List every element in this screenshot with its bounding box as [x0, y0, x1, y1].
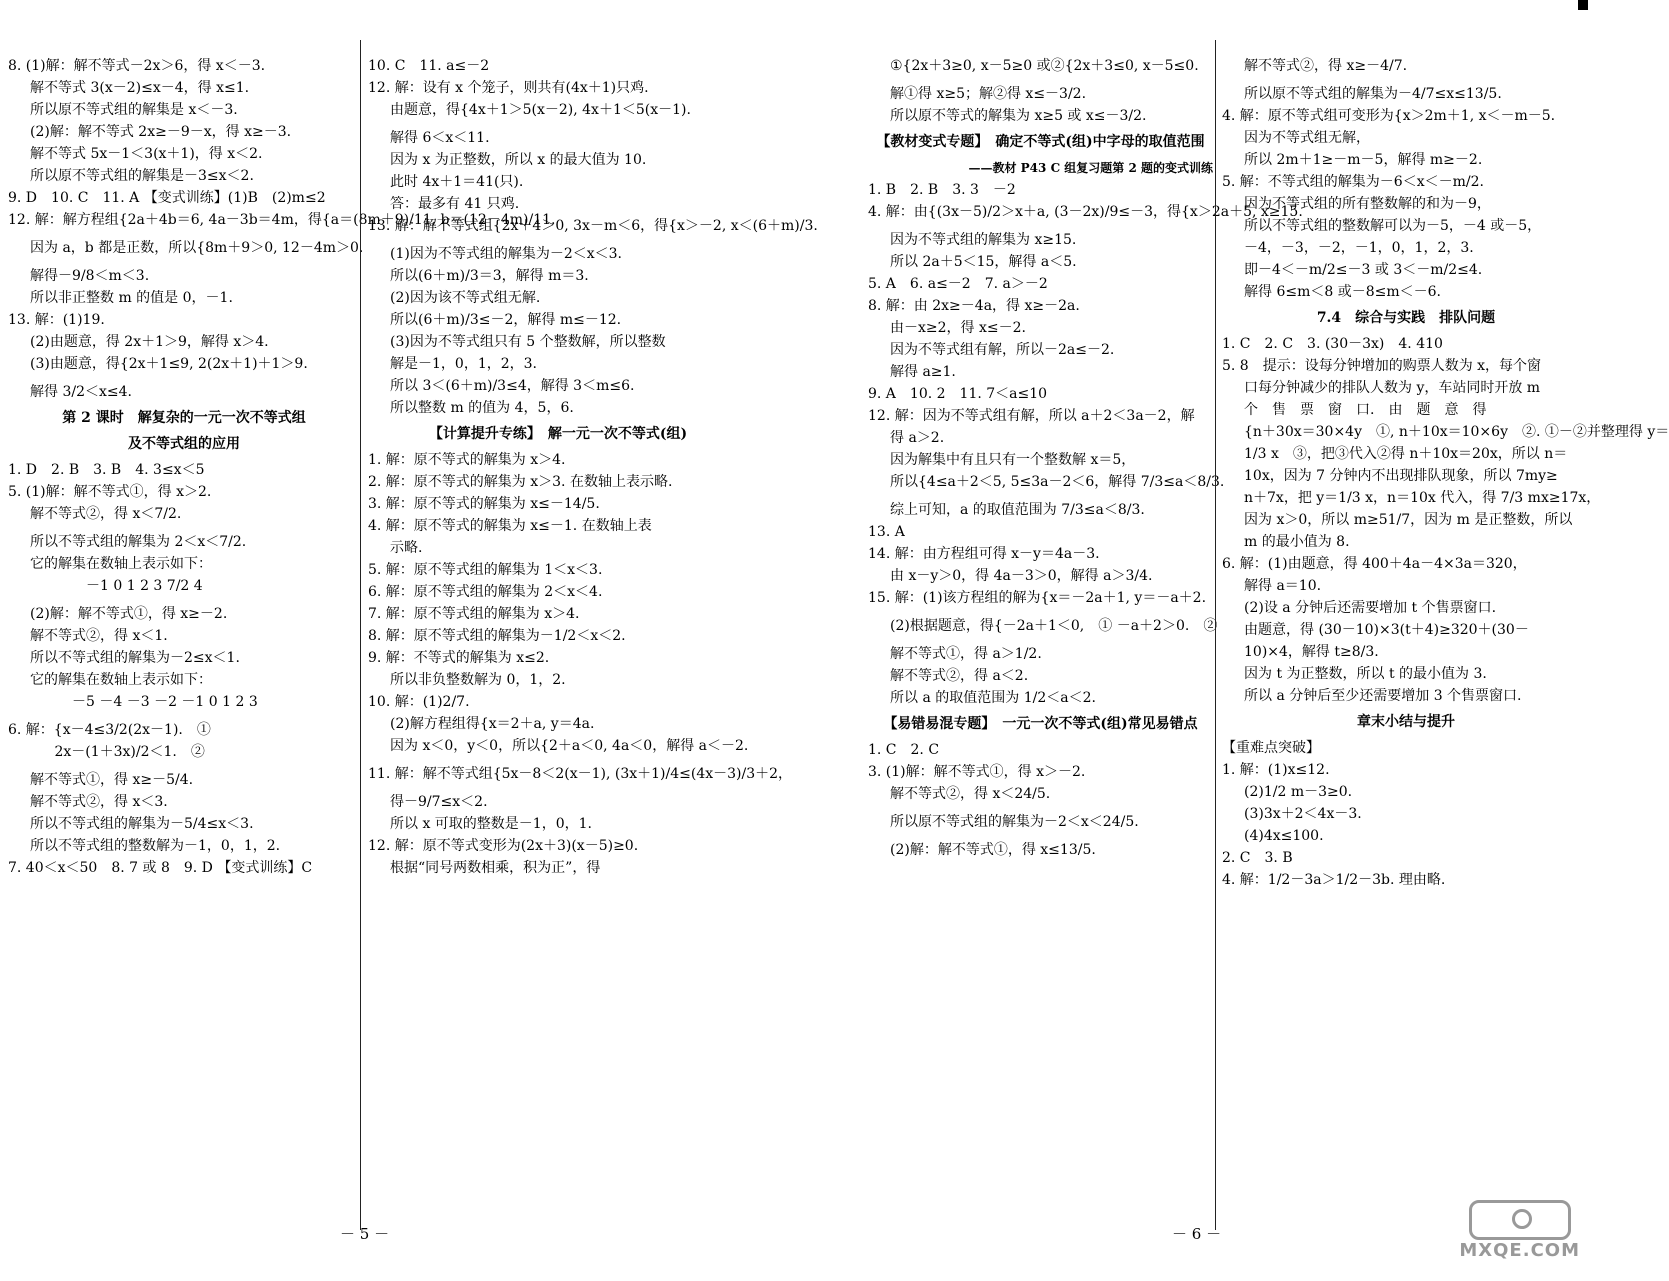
- text-line: (2)因为该不等式组无解.: [390, 290, 541, 306]
- text-line: 即－4＜－m/2≤－3 或 3＜－m/2≤4.: [1244, 262, 1483, 278]
- text-line: 解不等式②，得 x＜24/5.: [890, 786, 1051, 802]
- text-line: 所以非正整数 m 的值是 0，－1.: [30, 290, 233, 306]
- text-line: 13. 解：(1)19.: [8, 312, 105, 328]
- text-line: 4. 解：由{(3x－5)/2＞x＋a, (3－2x)/9≤－3，得{x＞2a＋5, x≥15.: [868, 204, 1303, 220]
- text-line: ①{2x＋3≥0, x－5≥0 或②{2x＋3≤0, x－5≤0.: [890, 58, 1199, 74]
- text-line: 12. 解：因为不等式组有解，所以 a＋2＜3a－2，解: [868, 408, 1195, 424]
- text-line: n＋7x，把 y＝1/3 x，n＝10x 代入，得 7/3 mx≥17x，: [1244, 490, 1601, 506]
- text-line: 因为不等式组的解集为 x≥15.: [890, 232, 1077, 248]
- text-line: 14. 解：由方程组可得 x－y＝4a－3.: [868, 546, 1100, 562]
- text-line: 1. B 2. B 3. 3 －2: [868, 182, 1016, 198]
- text-line: 所以非负整数解为 0，1，2.: [390, 672, 566, 688]
- text-line: 因为不等式组的所有整数解的和为－9，: [1244, 196, 1491, 212]
- watermark-logo: [1469, 1200, 1571, 1240]
- corner-mark: [1578, 0, 1588, 10]
- text-line: 第 2 课时 解复杂的一元一次不等式组: [62, 410, 306, 426]
- text-line: {n＋30x＝30×4y ①, n＋10x＝10×6y ②. ①－②并整理得 y＝: [1244, 424, 1669, 440]
- text-line: 13. 解：解不等式组{2x＋4＞0, 3x－m＜6，得{x＞－2, x＜(6＋m)/3.: [368, 218, 818, 234]
- text-line: 5. (1)解：解不等式①，得 x＞2.: [8, 484, 212, 500]
- text-line: 答：最多有 41 只鸡.: [390, 196, 520, 212]
- text-line: 解不等式②，得 x＜7/2.: [30, 506, 182, 522]
- right-page-column-2: [1222, 55, 1669, 891]
- text-line: 8. 解：由 2x≥－4a，得 x≥－2a.: [868, 298, 1080, 314]
- text-line: (2)解：解不等式①，得 x≤13/5.: [890, 842, 1096, 858]
- text-line: 1. C 2. C 3. (30－3x) 4. 410: [1222, 336, 1443, 352]
- text-line: 1. 解：(1)x≤12.: [1222, 762, 1330, 778]
- text-line: 12. 解：设有 x 个笼子，则共有(4x＋1)只鸡.: [368, 80, 649, 96]
- text-line: 12. 解：解方程组{2a＋4b＝6, 4a－3b＝4m，得{a＝(8m＋9)/11, b＝(12－4m)/11.: [8, 212, 556, 228]
- text-line: 所以不等式组的整数解可以为－5，－4 或－5，: [1244, 218, 1542, 234]
- text-line: (3)3x＋2＜4x－3.: [1244, 806, 1362, 822]
- text-line: (3)因为不等式组只有 5 个整数解，所以整数: [390, 334, 666, 350]
- text-line: 由题意，得 (30－10)×3(t＋4)≥320＋(30－: [1244, 622, 1529, 638]
- text-line: 因为 a，b 都是正数，所以{8m＋9＞0, 12－4m＞0.: [30, 240, 364, 256]
- text-line: 【易错易混专题】 一元一次不等式(组)常见易错点: [883, 716, 1198, 732]
- text-line: 因为 x＜0，y＜0，所以{2＋a＜0, 4a＜0，解得 a＜－2.: [390, 738, 749, 754]
- text-line: 此时 4x＋1＝41(只).: [390, 174, 524, 190]
- text-line: 所以不等式组的解集为－2≤x＜1.: [30, 650, 240, 666]
- text-line: 解不等式②，得 x≥－4/7.: [1244, 58, 1408, 74]
- text-line: 解不等式①，得 x≥－5/4.: [30, 772, 194, 788]
- text-line: 由题意，得{4x＋1＞5(x－2), 4x＋1＜5(x－1).: [390, 102, 691, 118]
- text-line: 因为不等式组有解，所以－2a≤－2.: [890, 342, 1115, 358]
- text-line: 【教材变式专题】 确定不等式(组)中字母的取值范围: [876, 134, 1205, 150]
- text-line: 所以原不等式组的解集是 x＜－3.: [30, 102, 238, 118]
- text-line: 2. C 3. B: [1222, 850, 1293, 866]
- text-line: 根据“同号两数相乘，积为正”，得: [390, 860, 601, 876]
- text-line: 7.4 综合与实践 排队问题: [1316, 310, 1496, 326]
- text-line: 9. A 10. 2 11. 7＜a≤10: [868, 386, 1048, 402]
- text-line: 7. 40＜x＜50 8. 7 或 8 9. D 【变式训练】C: [8, 860, 313, 876]
- text-line: －5 －4 －3 －2 －1 0 1 2 3: [30, 694, 258, 710]
- text-line: 所以 a 分钟后至少还需要增加 3 个售票窗口.: [1244, 688, 1522, 704]
- text-line: 得－9/7≤x＜2.: [390, 794, 488, 810]
- text-line: 口每分钟减少的排队人数为 y，车站同时开放 m: [1244, 380, 1541, 396]
- text-line: (2)解：解不等式 2x≥－9－x，得 x≥－3.: [30, 124, 292, 140]
- text-line: 解得 6＜x＜11.: [390, 130, 490, 146]
- watermark-domain: MXQE.COM: [1459, 1240, 1580, 1261]
- text-line: 9. 解：不等式的解集为 x≤2.: [368, 650, 550, 666]
- text-line: (2)由题意，得 2x＋1＞9，解得 x＞4.: [30, 334, 269, 350]
- text-line: 3. (1)解：解不等式①，得 x＞－2.: [868, 764, 1086, 780]
- text-line: 5. 8 提示：设每分钟增加的购票人数为 x，每个窗: [1222, 358, 1542, 374]
- text-line: 所以 2a＋5＜15，解得 a＜5.: [890, 254, 1077, 270]
- text-line: 所以原不等式的解集为 x≥5 或 x≤－3/2.: [890, 108, 1147, 124]
- text-line: 解得 6≤m＜8 或－8≤m＜－6.: [1244, 284, 1441, 300]
- text-line: 所以{4≤a＋2＜5, 5≤3a－2＜6，解得 7/3≤a＜8/3.: [890, 474, 1225, 490]
- column-divider: [1215, 40, 1216, 1230]
- text-line: 【重难点突破】: [1222, 740, 1320, 756]
- text-line: 4. 解：原不等式组可变形为{x＞2m＋1, x＜－m－5.: [1222, 108, 1556, 124]
- text-line: 综上可知，a 的取值范围为 7/3≤a＜8/3.: [890, 502, 1145, 518]
- text-line: 5. 解：原不等式组的解集为 1＜x＜3.: [368, 562, 603, 578]
- text-line: 所以原不等式组的解集是－3≤x＜2.: [30, 168, 254, 184]
- text-line: (2)1/2 m－3≥0.: [1244, 784, 1353, 800]
- text-line: 1/3 x ③，把③代入②得 n＋10x＝20x，所以 n＝: [1244, 446, 1568, 462]
- text-line: 及不等式组的应用: [128, 436, 240, 452]
- text-line: 解不等式 5x－1＜3(x＋1)，得 x＜2.: [30, 146, 263, 162]
- text-line: 解不等式②，得 a＜2.: [890, 668, 1029, 684]
- text-line: 解得 3/2＜x≤4.: [30, 384, 132, 400]
- text-line: 所以不等式组的解集为－5/4≤x＜3.: [30, 816, 254, 832]
- text-line: 因为不等式组无解，: [1244, 130, 1370, 146]
- text-line: 解不等式②，得 x＜1.: [30, 628, 168, 644]
- text-line: m 的最小值为 8.: [1244, 534, 1350, 550]
- text-line: 解是－1，0，1，2，3.: [390, 356, 537, 372]
- text-line: 15. 解：(1)该方程组的解为{x＝－2a＋1, y＝－a＋2.: [868, 590, 1207, 606]
- text-line: 6. 解：{x－4≤3/2(2x－1). ①: [8, 722, 211, 738]
- right-page: [860, 0, 1669, 1281]
- text-line: 10. C 11. a≤－2: [368, 58, 490, 74]
- text-line: 解不等式②，得 x＜3.: [30, 794, 168, 810]
- text-line: 1. C 2. C: [868, 742, 940, 758]
- text-line: －4，－3，－2，－1，0，1，2，3.: [1244, 240, 1474, 256]
- text-line: 由 x－y＞0，得 4a－3＞0，解得 a＞3/4.: [890, 568, 1153, 584]
- text-line: 解得－9/8＜m＜3.: [30, 268, 150, 284]
- text-line: 8. (1)解：解不等式－2x＞6，得 x＜－3.: [8, 58, 266, 74]
- text-line: 章末小结与提升: [1357, 714, 1455, 730]
- text-line: 所以整数 m 的值为 4，5，6.: [390, 400, 574, 416]
- text-line: 3. 解：原不等式的解集为 x≤－14/5.: [368, 496, 600, 512]
- text-line: 所以 x 可取的整数是－1，0，1.: [390, 816, 592, 832]
- column-divider: [360, 40, 361, 1230]
- text-line: (1)因为不等式组的解集为－2＜x＜3.: [390, 246, 622, 262]
- text-line: 4. 解：1/2－3a＞1/2－3b. 理由略.: [1222, 872, 1446, 888]
- page-number-right: － 6 －: [1172, 1225, 1222, 1243]
- text-line: 个 售 票 窗 口. 由 题 意 得: [1244, 402, 1487, 418]
- text-line: 所以 3＜(6＋m)/3≤4，解得 3＜m≤6.: [390, 378, 635, 394]
- text-line: 10x，因为 7 分钟内不出现排队现象，所以 7my≥: [1244, 468, 1558, 484]
- text-line: 因为 x＞0，所以 m≥51/7，因为 m 是正整数，所以: [1244, 512, 1573, 528]
- left-page: [0, 0, 818, 1281]
- text-line: 所以 2m＋1≥－m－5，解得 m≥－2.: [1244, 152, 1483, 168]
- text-line: 所以原不等式组的解集为－4/7≤x≤13/5.: [1244, 86, 1502, 102]
- text-line: 解得 a≥1.: [890, 364, 956, 380]
- text-line: ——教材 P43 C 组复习题第 2 题的变式训练: [968, 161, 1213, 175]
- text-line: 12. 解：原不等式变形为(2x＋3)(x－5)≥0.: [368, 838, 639, 854]
- text-line: 4. 解：原不等式的解集为 x≤－1. 在数轴上表: [368, 518, 652, 534]
- text-line: 1. D 2. B 3. B 4. 3≤x＜5: [8, 462, 205, 478]
- text-line: 因为 x 为正整数，所以 x 的最大值为 10.: [390, 152, 647, 168]
- text-line: (2)根据题意，得{－2a＋1＜0, ① －a＋2＞0. ②: [890, 618, 1218, 634]
- text-line: 由－x≥2，得 x≤－2.: [890, 320, 1026, 336]
- text-line: 得 a＞2.: [890, 430, 945, 446]
- text-line: (2)解：解不等式①，得 x≥－2.: [30, 606, 228, 622]
- text-line: 解不等式 3(x－2)≤x－4，得 x≤1.: [30, 80, 250, 96]
- text-line: 10. 解：(1)2/7.: [368, 694, 470, 710]
- watermark: [1459, 1200, 1580, 1261]
- text-line: 10)×4，解得 t≥8/3.: [1244, 644, 1379, 660]
- text-line: 示略.: [390, 540, 423, 556]
- text-line: 【计算提升专练】 解一元一次不等式(组): [428, 426, 688, 442]
- text-line: 1. 解：原不等式的解集为 x＞4.: [368, 452, 566, 468]
- text-line: (2)解方程组得{x＝2＋a, y＝4a.: [390, 716, 595, 732]
- text-line: 因为 t 为正整数，所以 t 的最小值为 3.: [1244, 666, 1487, 682]
- text-line: 2. 解：原不等式的解集为 x＞3. 在数轴上表示略.: [368, 474, 673, 490]
- text-line: 它的解集在数轴上表示如下：: [30, 556, 212, 572]
- text-line: 所以原不等式组的解集为－2＜x＜24/5.: [890, 814, 1139, 830]
- text-line: 解得 a＝10.: [1244, 578, 1322, 594]
- text-line: 所以(6＋m)/3≤－2，解得 m≤－12.: [390, 312, 622, 328]
- text-line: －1 0 1 2 3 7/2 4: [30, 578, 203, 594]
- text-line: 11. 解：解不等式组{5x－8＜2(x－1), (3x＋1)/4≤(4x－3)/3＋2，: [368, 766, 793, 782]
- text-line: 8. 解：原不等式组的解集为－1/2＜x＜2.: [368, 628, 626, 644]
- text-line: 所以 a 的取值范围为 1/2＜a＜2.: [890, 690, 1096, 706]
- text-line: 所以不等式组的解集为 2＜x＜7/2.: [30, 534, 247, 550]
- page-number-left: － 5 －: [340, 1225, 390, 1243]
- text-line: (4)4x≤100.: [1244, 828, 1324, 844]
- text-line: (2)设 a 分钟后还需要增加 t 个售票窗口.: [1244, 600, 1497, 616]
- text-line: 6. 解：(1)由题意，得 400＋4a－4×3a＝320，: [1222, 556, 1527, 572]
- left-page-column-2: [368, 55, 818, 879]
- text-line: 2x－(1＋3x)/2＜1. ②: [8, 744, 205, 760]
- text-line: 所以不等式组的整数解为－1，0，1，2.: [30, 838, 281, 854]
- text-line: 它的解集在数轴上表示如下：: [30, 672, 212, 688]
- text-line: 所以(6＋m)/3＝3，解得 m＝3.: [390, 268, 589, 284]
- text-line: 因为解集中有且只有一个整数解 x＝5，: [890, 452, 1136, 468]
- text-line: 9. D 10. C 11. A 【变式训练】(1)B (2)m≤2: [8, 190, 326, 206]
- text-line: 5. 解：不等式组的解集为－6＜x＜－m/2.: [1222, 174, 1484, 190]
- text-line: 6. 解：原不等式组的解集为 2＜x＜4.: [368, 584, 603, 600]
- text-line: 解不等式①，得 a＞1/2.: [890, 646, 1042, 662]
- text-line: 13. A: [868, 524, 905, 540]
- text-line: 5. A 6. a≤－2 7. a＞－2: [868, 276, 1048, 292]
- text-line: 7. 解：原不等式组的解集为 x＞4.: [368, 606, 580, 622]
- text-line: 解①得 x≥5；解②得 x≤－3/2.: [890, 86, 1087, 102]
- text-line: (3)由题意，得{2x＋1≤9, 2(2x＋1)＋1＞9.: [30, 356, 308, 372]
